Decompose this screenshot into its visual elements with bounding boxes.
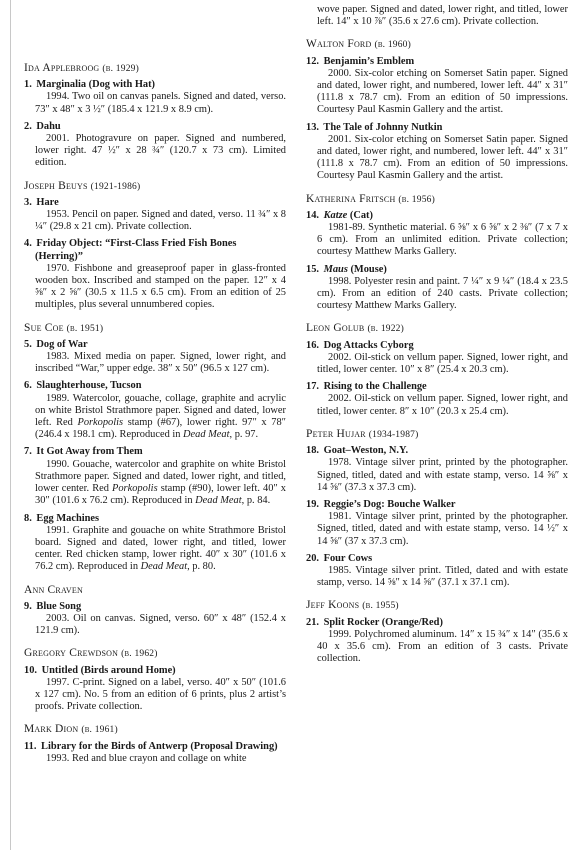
artist-heading: [24, 322, 286, 335]
entry-title-italic: Katze: [323, 209, 348, 221]
entry-description: 1970. Fishbone and greaseproof paper in glass-fronted wooden box. Inscribed and stamped on the paper. 12″ x 4 ⅝″ x 2 ⅝″ (30.5 x 11.5 x 6.5 cm). From an edition of 25 multiples, plus several unnumbered copies.: [35, 262, 286, 311]
entry-number: 7.: [24, 446, 32, 458]
entry-number: 3.: [24, 196, 32, 208]
artist-heading: [24, 180, 286, 193]
catalogue-entry: [24, 121, 286, 170]
entry-description: 2002. Oil-stick on vellum paper. Signed, lower right, and titled, lower center. 10″ x 8″ (25.4 x 20.3 cm).: [317, 351, 568, 376]
catalogue-entry: [24, 79, 286, 116]
entry-description: 1993. Red and blue crayon and collage on white: [46, 752, 247, 764]
entry-number: 12.: [306, 55, 319, 67]
artist-name: Mark Dion: [24, 723, 79, 736]
entry-title: Goat–Weston, N.Y.: [323, 445, 409, 457]
entry-description: 1983. Mixed media on paper. Signed, lower right, and inscribed “War,” upper edge. 38″ x 50″ (96.5 x 127 cm).: [35, 351, 286, 375]
entry-number: 19.: [306, 498, 319, 510]
entry-title-line: [306, 122, 568, 134]
entry-title: Four Cows: [323, 552, 373, 564]
artist-dates: (b. 1951): [66, 323, 104, 334]
entry-description: 2003. Oil on canvas. Signed, verso. 60″ x 48″ (152.4 x 121.9 cm).: [35, 612, 286, 637]
catalogue-entry: [24, 238, 286, 311]
entry-title: Split Rocker (Orange/Red): [323, 616, 443, 628]
entry-description: 1997. C-print. Signed on a label, verso. 40″ x 50″ (101.6 x 127 cm). No. 5 from an edition of 6 prints, plus 2 artist’s proofs. Private collection.: [35, 676, 286, 713]
entry-title: Blue Song: [36, 600, 82, 612]
entry-title-line: [24, 513, 286, 525]
artist-name: Katherina Fritsch: [306, 192, 396, 205]
catalogue-entry: [306, 499, 568, 548]
catalogue-entry: [24, 197, 286, 234]
entry-title-italic: Maus: [323, 263, 348, 275]
entry-description: 1981. Vintage silver print, printed by the photographer. Signed, titled, dated and with estate stamp, verso. 14 ½″ x 14 ⅝″ (37 x 37.3 cm).: [317, 511, 568, 547]
entry-title-line: [24, 238, 286, 262]
entry-number: 6.: [24, 380, 32, 392]
catalogue-entry: [306, 553, 568, 590]
artist-name: Joseph Beuys: [24, 179, 88, 192]
entry-number: 14.: [306, 209, 319, 221]
entry-description: 2002. Oil-stick on vellum paper. Signed, lower right, and titled, lower center. 8″ x 10″ (20.3 x 25.4 cm).: [317, 393, 568, 417]
entry-title-line: [306, 264, 568, 276]
entry-description: [24, 525, 286, 574]
catalogue-entry: [306, 381, 568, 418]
catalogue-entry: [24, 741, 286, 765]
catalogue-entry: [306, 617, 568, 666]
description-text: , p. 97.: [229, 429, 259, 441]
entry-title: Rising to the Challenge: [323, 381, 427, 393]
artist-heading: [24, 584, 286, 597]
description-text: 1991. Graphite and gouache on white Strathmore Bristol board. Signed and dated, lower right, and titled, lower center. Red chicken stamp, lower right. 40″ x 30″ (101.6 x 76.2 cm). Reproduced in: [35, 524, 286, 573]
entry-title: Reggie’s Dog: Bouche Walker: [323, 498, 456, 510]
entry-number: 2.: [24, 120, 32, 132]
entry-number: 17.: [306, 381, 319, 393]
entry-title-line: [24, 601, 286, 613]
left-column: [24, 52, 286, 770]
catalogue-entry: [306, 340, 568, 377]
entry-title: Friday Object: “First-Class Fried Fish Bones (Herring)”: [35, 238, 237, 262]
artist-name: Jeff Koons: [306, 599, 360, 612]
entry-title: It Got Away from Them: [36, 446, 143, 458]
description-text: 1989. Watercolor, gouache, collage, graphite and acrylic on white Bristol Strathmore paper. Signed and dated, lower left. Red: [35, 392, 286, 429]
artist-name: Walton Ford: [306, 38, 372, 51]
entry-title-line: [306, 617, 568, 629]
entry-title: The Tale of Johnny Nutkin: [323, 121, 443, 133]
entry-number: 1.: [24, 79, 32, 91]
entry-title-line: [306, 553, 568, 565]
description-text: , p. 80.: [187, 561, 216, 573]
entry-title: Egg Machines: [36, 512, 100, 524]
artist-name: Gregory Crewdson: [24, 647, 119, 660]
entry-description: 1981-89. Synthetic material. 6 ⅝″ x 6 ⅝″ x 2 ⅜″ (7 x 7 x 6 cm). From an unlimited edition. Private collection; courtesy Matthew Marks Gallery.: [317, 222, 568, 258]
entry-title-line: [24, 339, 286, 351]
artist-name: Peter Hujar: [306, 427, 366, 440]
italic-reference: Dead Meat: [183, 429, 230, 441]
entry-description: 1985. Vintage silver print. Titled, dated and with estate stamp, verso. 14 ⅝″ x 14 ⅝″ (37.1 x 37.1 cm).: [317, 564, 568, 589]
artist-dates: (b. 1962): [121, 649, 158, 660]
entry-description: 1978. Vintage silver print, printed by the photographer. Signed, titled, dated and with estate stamp, verso. 14 ⅝″ x 14 ⅝″ (37.3 x 37.3 cm).: [317, 457, 568, 493]
entry-title-line: [306, 340, 568, 352]
catalogue-entry: [306, 122, 568, 183]
catalogue-entry: [24, 380, 286, 441]
artist-name: Sue Coe: [24, 321, 64, 334]
catalogue-entry: [306, 56, 568, 117]
entry-description: 2000. Six-color etching on Somerset Satin paper. Signed and dated, lower right, and numbered, lower left. 44″ x 31″ (111.8 x 78.7 cm). From an edition of 50 impressions. Courtesy Paul Kasmin Gallery and the artist.: [317, 67, 568, 116]
entry-title: Dahu: [36, 120, 61, 132]
entry-title-line: [24, 380, 286, 392]
entry-number: 11.: [24, 740, 37, 752]
entry-number: 16.: [306, 339, 319, 351]
catalogue-entry: [24, 339, 286, 376]
catalogue-entry: [306, 264, 568, 313]
continued-description: wove paper. Signed and dated, lower right, and titled, lower left. 14″ x 10 ⅞″ (35.6 x 27.6 cm). Private collection.: [317, 4, 568, 28]
entry-description: 1994. Two oil on canvas panels. Signed and dated, verso. 73″ x 48″ x 3 ½″ (185.4 x 121.9 x 8.9 cm).: [35, 91, 286, 115]
entry-title-rest: (Mouse): [347, 263, 387, 275]
catalogue-entry: [24, 665, 286, 714]
artist-name: Ida Applebroog: [24, 62, 100, 74]
page-edge-rule: [10, 0, 11, 850]
artist-heading: [24, 647, 286, 660]
entry-number: 13.: [306, 121, 319, 133]
entry-title-line: [306, 56, 568, 68]
artist-heading: [24, 723, 286, 736]
description-text: , p. 84.: [241, 495, 271, 507]
description-text: 1990. Gouache, watercolor and graphite on white Bristol Strathmore paper. Signed and dated, lower right, and titled, lower center. Red: [35, 458, 286, 495]
artist-name: Leon Golub: [306, 322, 365, 335]
entry-title: Dog of War: [36, 338, 88, 350]
description-text: stamp (#90), lower left. 40″ x 30″ (101.6 x 76.2 cm). Reproduced in: [35, 483, 286, 507]
artist-dates: (1934-1987): [368, 429, 419, 440]
continued-entry: [306, 4, 568, 28]
entry-title: Slaughterhouse, Tucson: [36, 380, 142, 392]
entry-title-line: [24, 446, 286, 458]
entry-title-line: [24, 79, 286, 91]
entry-number: 9.: [24, 600, 32, 612]
entry-description: [24, 459, 286, 508]
entry-number: 18.: [306, 445, 319, 457]
entry-number: 10.: [24, 664, 37, 676]
catalogue-entry: [306, 445, 568, 494]
artist-dates: (b. 1955): [362, 601, 399, 612]
entry-number: 4.: [24, 238, 32, 250]
entry-title-line: [24, 197, 286, 209]
entry-title-line: [24, 741, 286, 753]
artist-heading: [306, 599, 568, 612]
entry-number: 5.: [24, 338, 32, 350]
entry-title-line: [306, 381, 568, 393]
entry-number: 15.: [306, 263, 319, 275]
entry-title-line: [306, 499, 568, 511]
artist-heading: [306, 322, 568, 335]
entry-title: Benjamin’s Emblem: [323, 55, 415, 67]
entry-number: 8.: [24, 512, 32, 524]
catalogue-entry: [306, 210, 568, 259]
artist-heading: [306, 428, 568, 441]
artist-heading: [306, 193, 568, 206]
artist-name: Ann Craven: [24, 583, 83, 596]
artist-dates: (1921-1986): [90, 181, 141, 192]
entry-description: 1999. Polychromed aluminum. 14″ x 15 ¾″ x 14″ (35.6 x 40 x 35.6 cm). From an edition of 3 casts. Private collection.: [317, 628, 568, 665]
entry-title: Marginalia (Dog with Hat): [36, 79, 156, 91]
entry-title-line: [24, 665, 286, 677]
right-column: [306, 4, 568, 670]
artist-dates: (b. 1961): [81, 725, 118, 736]
entry-title-line: [306, 445, 568, 457]
italic-reference: Dead Meat: [195, 495, 242, 507]
italic-reference: Porkopolis: [77, 417, 124, 429]
catalogue-entry: [24, 513, 286, 574]
entry-title: Hare: [36, 196, 59, 208]
entry-title: Library for the Birds of Antwerp (Proposal Drawing): [41, 740, 278, 752]
artist-dates: (b. 1929): [102, 64, 139, 74]
entry-title: Dog Attacks Cyborg: [323, 339, 414, 351]
italic-reference: Dead Meat: [140, 561, 188, 573]
entry-title-line: [306, 210, 568, 222]
catalogue-entry: [24, 601, 286, 638]
entry-description: 2001. Six-color etching on Somerset Satin paper. Signed and dated, lower right, and numbered, lower left. 44″ x 31″ (111.8 x 78.7 cm). From an edition of 50 impressions. Courtesy Paul Kasmin Gallery and the artist.: [317, 133, 568, 182]
italic-reference: Porkopolis: [112, 483, 158, 495]
artist-heading: [306, 38, 568, 51]
entry-description: [24, 393, 286, 442]
entry-description: 1953. Pencil on paper. Signed and dated, verso. 11 ¾″ x 8 ¼″ (29.8 x 21 cm). Private collection.: [35, 209, 286, 233]
description-text: stamp (#67), lower right. 97″ x 78″ (246.4 x 198.1 cm). Reproduced in: [35, 417, 286, 441]
catalogue-entry: [24, 446, 286, 507]
entry-description: 1998. Polyester resin and paint. 7 ¼″ x 9 ¼″ (18.4 x 23.5 cm). From an edition of 240 casts. Private collection; courtesy Matthew Marks Gallery.: [317, 275, 568, 312]
entry-title-rest: (Cat): [347, 209, 373, 221]
artist-heading: [24, 62, 286, 75]
entry-description: 2001. Photogravure on paper. Signed and numbered, lower right. 47 ½″ x 28 ¾″ (120.7 x 73 cm). Limited edition.: [35, 133, 286, 169]
entry-title-line: [24, 121, 286, 133]
artist-dates: (b. 1956): [398, 194, 435, 205]
entry-title: Untitled (Birds around Home): [41, 664, 176, 676]
artist-dates: (b. 1960): [374, 40, 411, 51]
entry-number: 21.: [306, 616, 319, 628]
entry-number: 20.: [306, 552, 319, 564]
artist-dates: (b. 1922): [367, 324, 404, 335]
